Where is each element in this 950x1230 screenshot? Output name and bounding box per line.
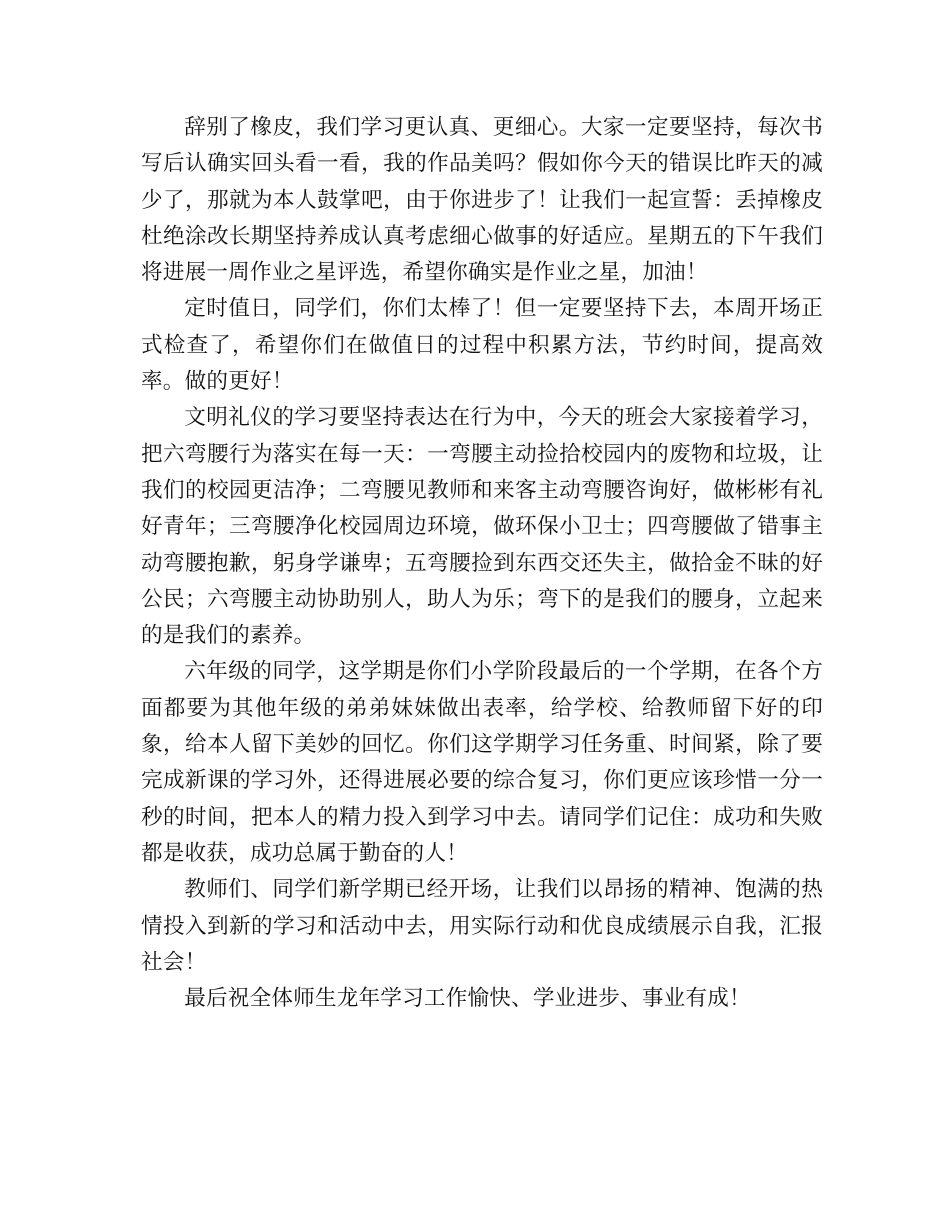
paragraph-etiquette: 文明礼仪的学习要坚持表达在行为中，今天的班会大家接着学习，把六弯腰行为落实在每一天：一弯腰主动捡拾校园内的废物和垃圾，让我们的校园更洁净；二弯腰见教师和来客主动弯腰咨询好，做彬彬有礼好青年；三弯腰净化校园周边环境，做环保小卫士；四弯腰做了错事主动弯腰抱歉，躬身学谦卑；五弯腰捡到东西交还失主，做拾金不昧的好公民；六弯腰主动协助别人，助人为乐；弯下的是我们的腰身，立起来的是我们的素养。 bbox=[141, 405, 823, 649]
paragraph-closing-wish: 最后祝全体师生龙年学习工作愉快、学业进步、事业有成！ bbox=[184, 986, 751, 1012]
paragraph-new-semester: 教师们、同学们新学期已经开场，让我们以昂扬的精神、饱满的热情投入到新的学习和活动中去，用实际行动和优良成绩展示自我，汇报社会！ bbox=[141, 877, 823, 975]
document-body bbox=[141, 110, 823, 1017]
paragraph-grade-six: 六年级的同学，这学期是你们小学阶段最后的一个学期，在各个方面都要为其他年级的弟弟妹妹做出表率，给学校、给教师留下好的印象，给本人留下美妙的回忆。你们这学期学习任务重、时间紧，除了要完成新课的学习外，还得进展必要的综合复习，你们更应该珍惜一分一秒的时间，把本人的精力投入到学习中去。请同学们记住：成功和失败都是收获，成功总属于勤奋的人！ bbox=[141, 659, 823, 866]
paragraph-eraser: 辞别了橡皮，我们学习更认真、更细心。大家一定要坚持，每次书写后认确实回头看一看，我的作品美吗？假如你今天的错误比昨天的减少了，那就为本人鼓掌吧，由于你进步了！让我们一起宣誓：丢掉橡皮杜绝涂改长期坚持养成认真考虑细心做事的好适应。星期五的下午我们将进展一周作业之星评选，希望你确实是作业之星，加油！ bbox=[141, 115, 823, 286]
paragraph-duty: 定时值日，同学们，你们太棒了！但一定要坚持下去，本周开场正式检查了，希望你们在做值日的过程中积累方法，节约时间，提高效率。做的更好！ bbox=[141, 296, 823, 395]
